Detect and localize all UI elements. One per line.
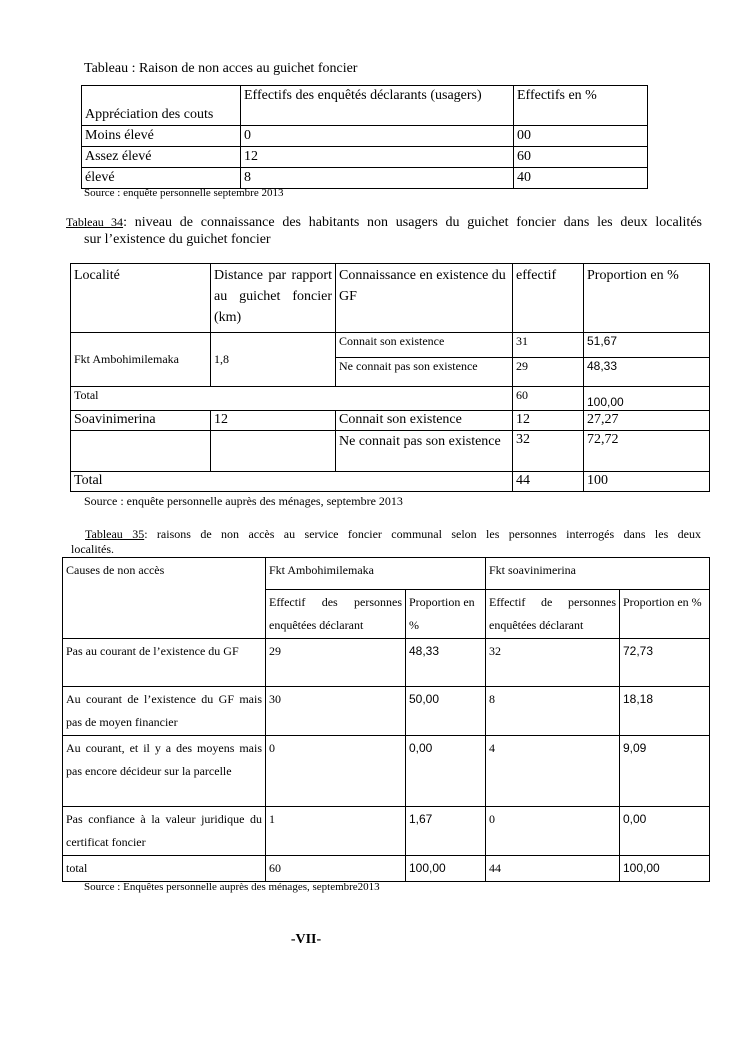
table-34-label: Tableau 34 xyxy=(66,215,124,229)
table-cell: 29 xyxy=(513,358,584,387)
table-cell: 1 xyxy=(266,807,406,856)
table-cell: 31 xyxy=(513,333,584,358)
table-cell: 8 xyxy=(241,168,514,189)
table-cell: 100,00 xyxy=(584,387,710,411)
table-cell: 0 xyxy=(241,126,514,147)
table-cell xyxy=(211,431,336,472)
table-cell: Moins élevé xyxy=(82,126,241,147)
table-35-source: Source : Enquêtes personnelle auprès des ménages, septembre2013 xyxy=(84,881,380,893)
table-34-caption xyxy=(66,214,702,248)
table-row xyxy=(71,411,710,431)
table-row xyxy=(71,333,710,358)
table-cell: 1,8 xyxy=(211,333,336,387)
table-cell: 0 xyxy=(266,736,406,807)
table-cell: 48,33 xyxy=(584,358,710,387)
header-cell: Proportion en % xyxy=(584,264,710,333)
header-cell: Proportion en % xyxy=(620,590,710,639)
table-row xyxy=(82,147,648,168)
table-cell: 72,72 xyxy=(584,431,710,472)
table-cell: Assez élevé xyxy=(82,147,241,168)
table-cell: Pas au courant de l’existence du GF xyxy=(63,639,266,687)
table-cell: 0,00 xyxy=(620,807,710,856)
table-cell: 0 xyxy=(486,807,620,856)
table-cell: Fkt Ambohimilemaka xyxy=(71,333,211,387)
table-cell: 100 xyxy=(584,472,710,492)
table-cell: 44 xyxy=(513,472,584,492)
table-34-caption-line2: sur l’existence du guichet foncier xyxy=(84,232,271,247)
page-number: -VII- xyxy=(290,932,322,947)
table-row xyxy=(63,736,710,807)
table-cell: 12 xyxy=(513,411,584,431)
table-cell: 51,67 xyxy=(584,333,710,358)
table-cell: 48,33 xyxy=(406,639,486,687)
table-cell: Ne connait pas son existence xyxy=(336,431,513,472)
table-header-row xyxy=(71,264,710,333)
header-cell: Effectif de personnes enquêtées déclarant xyxy=(486,590,620,639)
header-cell: Distance par rapport au guichet foncier (km) xyxy=(211,264,336,333)
header-cell: Proportion en % xyxy=(406,590,486,639)
header-cell: Connaissance en existence du GF xyxy=(336,264,513,333)
header-cell: Causes de non accès xyxy=(63,558,266,639)
table-row xyxy=(71,387,710,411)
table-cell: 27,27 xyxy=(584,411,710,431)
table-cell: 1,67 xyxy=(406,807,486,856)
header-cell: effectif xyxy=(513,264,584,333)
table-cell: 60 xyxy=(513,387,584,411)
table-cell: Total xyxy=(71,472,513,492)
knowledge-table xyxy=(70,263,710,492)
header-cell: Effectifs en % xyxy=(514,86,648,126)
table-35-caption xyxy=(68,527,701,557)
table-header-row xyxy=(82,86,648,126)
table-cell: 12 xyxy=(211,411,336,431)
table-34-caption-text: : niveau de connaissance des habitants non usagers du guichet foncier dans les deux localités xyxy=(123,215,702,230)
table-cell: 4 xyxy=(486,736,620,807)
table-a-source: Source : enquête personnelle septembre 2013 xyxy=(84,187,284,199)
table-cell: 100,00 xyxy=(620,856,710,882)
table-35-caption-line2: localités. xyxy=(71,542,114,556)
header-cell: Fkt soavinimerina xyxy=(486,558,710,590)
table-34-source: Source : enquête personnelle auprès des ménages, septembre 2013 xyxy=(84,494,403,508)
table-cell: 44 xyxy=(486,856,620,882)
table-cell: 50,00 xyxy=(406,687,486,736)
header-cell: Effectif des personnes enquêtées déclarant xyxy=(266,590,406,639)
header-cell: Localité xyxy=(71,264,211,333)
table-cell: Connait son existence xyxy=(336,333,513,358)
table-cell: Pas confiance à la valeur juridique du certificat foncier xyxy=(63,807,266,856)
table-cell: Au courant, et il y a des moyens mais pas encore décideur sur la parcelle xyxy=(63,736,266,807)
table-row xyxy=(63,639,710,687)
table-row xyxy=(63,856,710,882)
table-cell: Total xyxy=(71,387,513,411)
table-header-row xyxy=(63,558,710,590)
table-cell: Ne connait pas son existence xyxy=(336,358,513,387)
table-row xyxy=(71,431,710,472)
table-cell: 60 xyxy=(514,147,648,168)
table-cell: 32 xyxy=(486,639,620,687)
table-a-caption: Tableau : Raison de non acces au guichet foncier xyxy=(84,61,358,76)
header-cell: Effectifs des enquêtés déclarants (usagers) xyxy=(241,86,514,126)
table-cell: 72,73 xyxy=(620,639,710,687)
table-cell: 40 xyxy=(514,168,648,189)
table-cell: total xyxy=(63,856,266,882)
table-row xyxy=(82,168,648,189)
table-cell: 9,09 xyxy=(620,736,710,807)
table-cell: Connait son existence xyxy=(336,411,513,431)
table-cell: Soavinimerina xyxy=(71,411,211,431)
table-35-caption-text: : raisons de non accès au service foncier communal selon les personnes interrogés dans les deux xyxy=(144,527,701,541)
table-cell: Au courant de l’existence du GF mais pas de moyen financier xyxy=(63,687,266,736)
table-35-label: Tableau 35 xyxy=(85,527,145,541)
table-cell: élevé xyxy=(82,168,241,189)
table-cell: 29 xyxy=(266,639,406,687)
table-cell: 18,18 xyxy=(620,687,710,736)
table-row xyxy=(82,126,648,147)
header-cell: Appréciation des couts xyxy=(82,86,241,126)
table-cell xyxy=(71,431,211,472)
cost-table xyxy=(81,85,648,189)
table-cell: 100,00 xyxy=(406,856,486,882)
reasons-table xyxy=(62,557,710,882)
table-cell: 12 xyxy=(241,147,514,168)
table-cell: 30 xyxy=(266,687,406,736)
table-cell: 32 xyxy=(513,431,584,472)
table-cell: 8 xyxy=(486,687,620,736)
table-cell: 0,00 xyxy=(406,736,486,807)
table-row xyxy=(63,687,710,736)
table-row xyxy=(71,472,710,492)
table-cell: 60 xyxy=(266,856,406,882)
table-cell: 00 xyxy=(514,126,648,147)
header-cell: Fkt Ambohimilemaka xyxy=(266,558,486,590)
table-row xyxy=(63,807,710,856)
